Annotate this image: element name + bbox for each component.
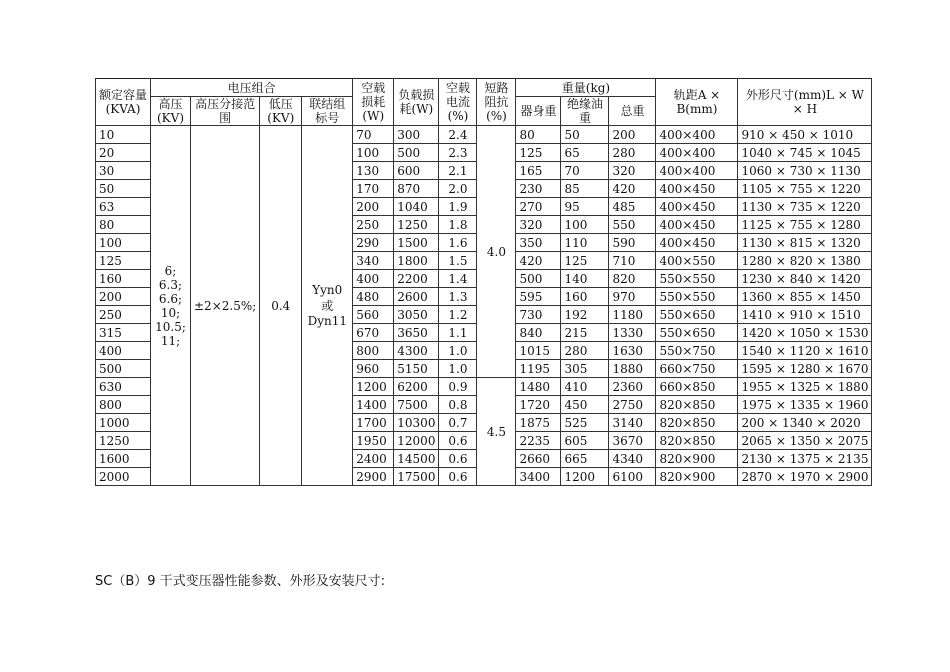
cell-total-weight: 320 <box>609 162 656 180</box>
cell-total-weight: 1630 <box>609 342 656 360</box>
cell-body-weight: 1195 <box>516 360 561 378</box>
cell-body-weight: 80 <box>516 126 561 144</box>
cell-rail-gauge: 400×450 <box>656 180 738 198</box>
cell-oil-weight: 85 <box>561 180 609 198</box>
cell-total-weight: 1180 <box>609 306 656 324</box>
cell-total-weight: 2360 <box>609 378 656 396</box>
cell-rail-gauge: 400×550 <box>656 252 738 270</box>
cell-dimensions: 1595 × 1280 × 1670 <box>738 360 872 378</box>
cell-load-loss: 12000 <box>394 432 439 450</box>
cell-dimensions: 1360 × 855 × 1450 <box>738 288 872 306</box>
cell-body-weight: 1015 <box>516 342 561 360</box>
cell-rated-capacity: 400 <box>96 342 151 360</box>
cell-rail-gauge: 820×850 <box>656 414 738 432</box>
cell-no-load-loss: 800 <box>353 342 394 360</box>
cell-no-load-current: 2.0 <box>439 180 477 198</box>
cell-rail-gauge: 820×900 <box>656 468 738 486</box>
cell-oil-weight: 70 <box>561 162 609 180</box>
cell-total-weight: 970 <box>609 288 656 306</box>
cell-no-load-current: 1.3 <box>439 288 477 306</box>
cell-no-load-current: 1.5 <box>439 252 477 270</box>
cell-oil-weight: 100 <box>561 216 609 234</box>
cell-load-loss: 1500 <box>394 234 439 252</box>
cell-dimensions: 910 × 450 × 1010 <box>738 126 872 144</box>
cell-total-weight: 710 <box>609 252 656 270</box>
cell-no-load-current: 0.7 <box>439 414 477 432</box>
cell-rated-capacity: 1000 <box>96 414 151 432</box>
cell-rated-capacity: 125 <box>96 252 151 270</box>
cell-oil-weight: 305 <box>561 360 609 378</box>
cell-dimensions: 2130 × 1375 × 2135 <box>738 450 872 468</box>
cell-rated-capacity: 315 <box>96 324 151 342</box>
cell-rated-capacity: 2000 <box>96 468 151 486</box>
cell-no-load-loss: 480 <box>353 288 394 306</box>
header-load-loss: 负载损耗(W) <box>394 79 439 126</box>
cell-total-weight: 485 <box>609 198 656 216</box>
cell-no-load-loss: 2900 <box>353 468 394 486</box>
cell-dimensions: 1420 × 1050 × 1530 <box>738 324 872 342</box>
cell-rated-capacity: 1600 <box>96 450 151 468</box>
cell-no-load-current: 1.8 <box>439 216 477 234</box>
cell-load-loss: 870 <box>394 180 439 198</box>
cell-dimensions: 1040 × 745 × 1045 <box>738 144 872 162</box>
cell-rated-capacity: 20 <box>96 144 151 162</box>
cell-rated-capacity: 630 <box>96 378 151 396</box>
cell-oil-weight: 125 <box>561 252 609 270</box>
cell-body-weight: 3400 <box>516 468 561 486</box>
table-row <box>96 126 872 144</box>
header-low-voltage: 低压(KV) <box>260 97 302 126</box>
cell-dimensions: 1975 × 1335 × 1960 <box>738 396 872 414</box>
cell-total-weight: 590 <box>609 234 656 252</box>
cell-load-loss: 2200 <box>394 270 439 288</box>
cell-rail-gauge: 550×550 <box>656 270 738 288</box>
cell-no-load-loss: 250 <box>353 216 394 234</box>
cell-rated-capacity: 1250 <box>96 432 151 450</box>
cell-body-weight: 1720 <box>516 396 561 414</box>
cell-body-weight: 230 <box>516 180 561 198</box>
cell-rated-capacity: 63 <box>96 198 151 216</box>
cell-oil-weight: 192 <box>561 306 609 324</box>
cell-body-weight: 840 <box>516 324 561 342</box>
cell-oil-weight: 665 <box>561 450 609 468</box>
cell-no-load-loss: 200 <box>353 198 394 216</box>
spec-table <box>95 78 872 486</box>
cell-oil-weight: 1200 <box>561 468 609 486</box>
cell-total-weight: 6100 <box>609 468 656 486</box>
cell-no-load-loss: 960 <box>353 360 394 378</box>
cell-no-load-current: 2.1 <box>439 162 477 180</box>
cell-oil-weight: 95 <box>561 198 609 216</box>
cell-body-weight: 320 <box>516 216 561 234</box>
cell-dimensions: 2065 × 1350 × 2075 <box>738 432 872 450</box>
cell-rail-gauge: 400×400 <box>656 144 738 162</box>
cell-connection-group: Yyn0 或 Dyn11 <box>302 126 353 486</box>
cell-body-weight: 2235 <box>516 432 561 450</box>
cell-dimensions: 1130 × 815 × 1320 <box>738 234 872 252</box>
header-oil-weight: 绝缘油重 <box>561 97 609 126</box>
cell-no-load-loss: 560 <box>353 306 394 324</box>
cell-dimensions: 1105 × 755 × 1220 <box>738 180 872 198</box>
cell-rated-capacity: 80 <box>96 216 151 234</box>
cell-no-load-current: 1.0 <box>439 360 477 378</box>
table-body <box>96 126 872 486</box>
cell-rail-gauge: 820×850 <box>656 396 738 414</box>
cell-no-load-current: 0.9 <box>439 378 477 396</box>
cell-load-loss: 2600 <box>394 288 439 306</box>
cell-rated-capacity: 250 <box>96 306 151 324</box>
cell-load-loss: 1040 <box>394 198 439 216</box>
cell-body-weight: 1875 <box>516 414 561 432</box>
cell-no-load-loss: 1950 <box>353 432 394 450</box>
cell-no-load-current: 1.1 <box>439 324 477 342</box>
cell-oil-weight: 410 <box>561 378 609 396</box>
cell-load-loss: 600 <box>394 162 439 180</box>
cell-dimensions: 200 × 1340 × 2020 <box>738 414 872 432</box>
cell-total-weight: 1880 <box>609 360 656 378</box>
cell-rail-gauge: 400×400 <box>656 126 738 144</box>
header-dimensions: 外形尺寸(mm)L × W × H <box>738 79 872 126</box>
cell-rated-capacity: 10 <box>96 126 151 144</box>
cell-load-loss: 3650 <box>394 324 439 342</box>
cell-oil-weight: 525 <box>561 414 609 432</box>
cell-rated-capacity: 200 <box>96 288 151 306</box>
cell-oil-weight: 605 <box>561 432 609 450</box>
cell-no-load-loss: 130 <box>353 162 394 180</box>
cell-rated-capacity: 500 <box>96 360 151 378</box>
cell-impedance-a: 4.0 <box>477 126 516 378</box>
cell-body-weight: 500 <box>516 270 561 288</box>
cell-total-weight: 4340 <box>609 450 656 468</box>
cell-oil-weight: 160 <box>561 288 609 306</box>
cell-no-load-current: 1.0 <box>439 342 477 360</box>
cell-total-weight: 2750 <box>609 396 656 414</box>
cell-load-loss: 1800 <box>394 252 439 270</box>
cell-dimensions: 1125 × 755 × 1280 <box>738 216 872 234</box>
header-high-voltage: 高压(KV) <box>151 97 191 126</box>
cell-oil-weight: 450 <box>561 396 609 414</box>
cell-no-load-loss: 70 <box>353 126 394 144</box>
cell-total-weight: 3670 <box>609 432 656 450</box>
cell-load-loss: 3050 <box>394 306 439 324</box>
cell-dimensions: 1280 × 820 × 1380 <box>738 252 872 270</box>
cell-total-weight: 1330 <box>609 324 656 342</box>
cell-low-voltage: 0.4 <box>260 126 302 486</box>
cell-rail-gauge: 550×650 <box>656 306 738 324</box>
cell-body-weight: 270 <box>516 198 561 216</box>
cell-load-loss: 4300 <box>394 342 439 360</box>
cell-rail-gauge: 550×750 <box>656 342 738 360</box>
header-rail-gauge: 轨距A × B(mm) <box>656 79 738 126</box>
cell-dimensions: 1060 × 730 × 1130 <box>738 162 872 180</box>
cell-body-weight: 2660 <box>516 450 561 468</box>
cell-rated-capacity: 160 <box>96 270 151 288</box>
cell-rated-capacity: 800 <box>96 396 151 414</box>
cell-body-weight: 595 <box>516 288 561 306</box>
header-body-weight: 器身重 <box>516 97 561 126</box>
cell-no-load-current: 2.4 <box>439 126 477 144</box>
cell-total-weight: 3140 <box>609 414 656 432</box>
cell-no-load-loss: 170 <box>353 180 394 198</box>
cell-total-weight: 550 <box>609 216 656 234</box>
cell-total-weight: 420 <box>609 180 656 198</box>
cell-load-loss: 6200 <box>394 378 439 396</box>
cell-total-weight: 280 <box>609 144 656 162</box>
cell-no-load-loss: 400 <box>353 270 394 288</box>
cell-no-load-loss: 670 <box>353 324 394 342</box>
cell-load-loss: 10300 <box>394 414 439 432</box>
cell-rail-gauge: 820×900 <box>656 450 738 468</box>
header-no-load-current: 空载电流(%) <box>439 79 477 126</box>
cell-body-weight: 350 <box>516 234 561 252</box>
cell-body-weight: 420 <box>516 252 561 270</box>
header-tap-range: 高压分接范围 <box>191 97 260 126</box>
cell-no-load-loss: 340 <box>353 252 394 270</box>
cell-rail-gauge: 820×850 <box>656 432 738 450</box>
cell-oil-weight: 65 <box>561 144 609 162</box>
cell-oil-weight: 215 <box>561 324 609 342</box>
cell-rail-gauge: 550×650 <box>656 324 738 342</box>
cell-rail-gauge: 400×450 <box>656 216 738 234</box>
cell-load-loss: 300 <box>394 126 439 144</box>
cell-no-load-current: 1.4 <box>439 270 477 288</box>
header-rated-capacity: 额定容量(KVA) <box>96 79 151 126</box>
cell-oil-weight: 50 <box>561 126 609 144</box>
cell-impedance-b: 4.5 <box>477 378 516 486</box>
cell-rail-gauge: 660×750 <box>656 360 738 378</box>
cell-dimensions: 1230 × 840 × 1420 <box>738 270 872 288</box>
cell-body-weight: 1480 <box>516 378 561 396</box>
cell-no-load-current: 2.3 <box>439 144 477 162</box>
cell-no-load-loss: 1200 <box>353 378 394 396</box>
cell-no-load-loss: 100 <box>353 144 394 162</box>
cell-rail-gauge: 550×550 <box>656 288 738 306</box>
cell-rail-gauge: 400×450 <box>656 198 738 216</box>
cell-no-load-loss: 290 <box>353 234 394 252</box>
cell-body-weight: 165 <box>516 162 561 180</box>
cell-no-load-current: 0.6 <box>439 450 477 468</box>
header-total-weight: 总重 <box>609 97 656 126</box>
cell-load-loss: 17500 <box>394 468 439 486</box>
cell-oil-weight: 280 <box>561 342 609 360</box>
cell-no-load-current: 1.2 <box>439 306 477 324</box>
cell-rail-gauge: 660×850 <box>656 378 738 396</box>
header-voltage-group: 电压组合 <box>151 79 353 97</box>
cell-rated-capacity: 100 <box>96 234 151 252</box>
cell-dimensions: 1955 × 1325 × 1880 <box>738 378 872 396</box>
cell-load-loss: 14500 <box>394 450 439 468</box>
cell-oil-weight: 140 <box>561 270 609 288</box>
header-no-load-loss: 空载损耗(W) <box>353 79 394 126</box>
cell-no-load-loss: 1700 <box>353 414 394 432</box>
cell-no-load-loss: 1400 <box>353 396 394 414</box>
cell-dimensions: 1130 × 735 × 1220 <box>738 198 872 216</box>
cell-dimensions: 1540 × 1120 × 1610 <box>738 342 872 360</box>
cell-no-load-current: 1.9 <box>439 198 477 216</box>
cell-no-load-current: 0.8 <box>439 396 477 414</box>
cell-no-load-current: 0.6 <box>439 432 477 450</box>
cell-dimensions: 1410 × 910 × 1510 <box>738 306 872 324</box>
cell-body-weight: 125 <box>516 144 561 162</box>
cell-no-load-loss: 2400 <box>353 450 394 468</box>
header-connection-group: 联结组标号 <box>302 97 353 126</box>
cell-rail-gauge: 400×450 <box>656 234 738 252</box>
cell-load-loss: 1250 <box>394 216 439 234</box>
header-weight-group: 重量(kg) <box>516 79 656 97</box>
cell-total-weight: 200 <box>609 126 656 144</box>
cell-high-voltage: 6; 6.3; 6.6; 10; 10.5; 11; <box>151 126 191 486</box>
caption: SC（B）9 干式变压器性能参数、外形及安装尺寸: <box>95 574 386 589</box>
cell-oil-weight: 110 <box>561 234 609 252</box>
cell-no-load-current: 0.6 <box>439 468 477 486</box>
cell-rail-gauge: 400×400 <box>656 162 738 180</box>
cell-rated-capacity: 30 <box>96 162 151 180</box>
cell-total-weight: 820 <box>609 270 656 288</box>
cell-load-loss: 7500 <box>394 396 439 414</box>
cell-load-loss: 5150 <box>394 360 439 378</box>
header-short-circuit-impedance: 短路阻抗(%) <box>477 79 516 126</box>
cell-body-weight: 730 <box>516 306 561 324</box>
cell-no-load-current: 1.6 <box>439 234 477 252</box>
cell-load-loss: 500 <box>394 144 439 162</box>
cell-dimensions: 2870 × 1970 × 2900 <box>738 468 872 486</box>
cell-rated-capacity: 50 <box>96 180 151 198</box>
cell-tap-range: ±2×2.5%; <box>191 126 260 486</box>
